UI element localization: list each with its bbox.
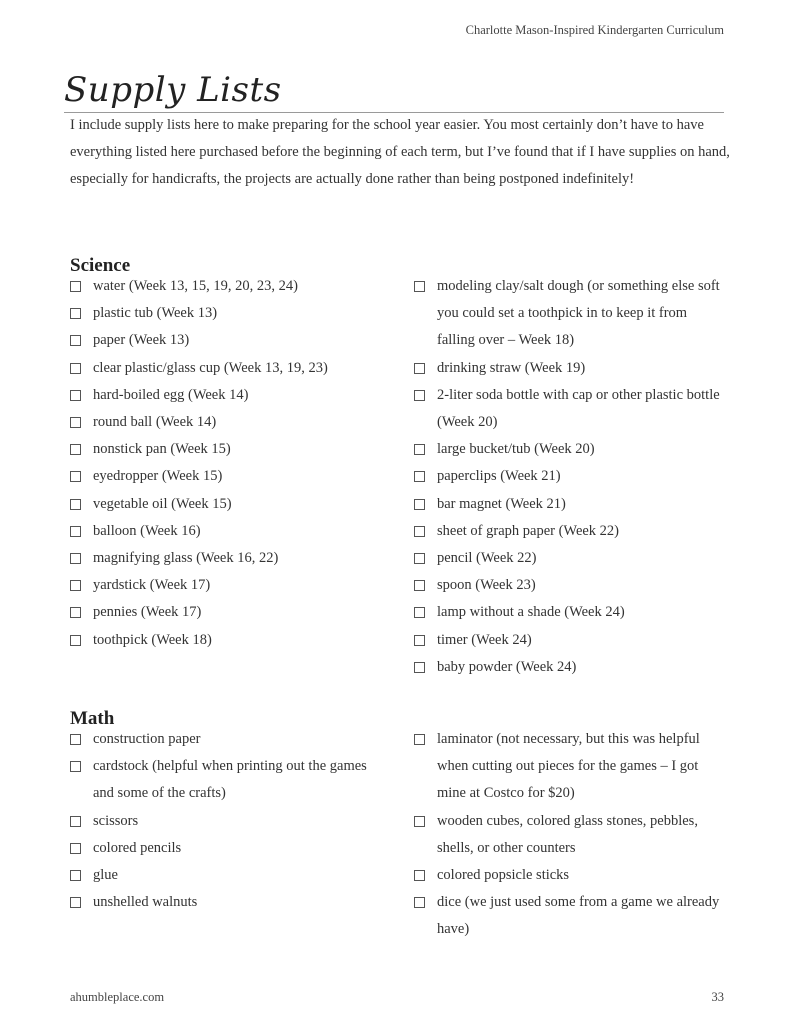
checkbox-icon[interactable]	[414, 444, 425, 455]
page-title: Supply Lists	[64, 70, 282, 110]
supply-item-label: construction paper	[93, 731, 201, 747]
supply-item	[70, 491, 400, 518]
page-number: 33	[711, 990, 724, 1004]
supply-item-label: scissors	[93, 812, 139, 829]
supply-item	[70, 808, 390, 835]
checkbox-icon[interactable]	[414, 635, 425, 646]
checkbox-icon[interactable]	[70, 444, 81, 455]
supply-item-label: unshelled walnuts	[93, 894, 198, 911]
supply-item	[414, 654, 724, 681]
supply-item-label: eyedropper (Week 15)	[93, 468, 223, 485]
supply-item	[70, 835, 390, 862]
checkbox-icon[interactable]	[414, 897, 425, 908]
supply-item	[414, 382, 724, 436]
supply-item	[70, 753, 390, 807]
supply-item-label: toothpick (Week 18)	[93, 631, 212, 648]
checkbox-icon[interactable]	[70, 843, 81, 854]
checkbox-icon[interactable]	[70, 363, 81, 374]
checkbox-icon[interactable]	[414, 281, 425, 292]
supply-item	[414, 726, 724, 808]
supply-item-label: paperclips (Week 21)	[437, 468, 561, 485]
supply-item-label: lamp without a shade (Week 24)	[437, 604, 625, 621]
checkbox-icon[interactable]	[70, 499, 81, 510]
checkbox-icon[interactable]	[70, 390, 81, 401]
science-list-right	[414, 273, 724, 681]
supply-item	[70, 436, 400, 463]
supply-item	[70, 273, 400, 300]
supply-item	[414, 545, 724, 572]
checkbox-icon[interactable]	[70, 308, 81, 319]
checkbox-icon[interactable]	[70, 471, 81, 482]
supply-item	[70, 518, 400, 545]
math-list-right	[414, 726, 724, 944]
supply-item-label: yardstick (Week 17)	[93, 577, 211, 594]
supply-item	[70, 889, 390, 916]
checkbox-icon[interactable]	[70, 281, 81, 292]
supply-item-label: colored popsicle sticks	[437, 867, 570, 884]
intro-paragraph: I include supply lists here to make preparing for the school year easier. You most certainly don’t have to have everything listed here purchased before the beginning of each term, but I’ve found that if I have supplies on hand, especially for handicrafts, the projects are actually done rather than being postponed indefinitely!	[70, 117, 730, 188]
supply-item	[414, 627, 724, 654]
supply-item-label: bar magnet (Week 21)	[437, 495, 566, 512]
supply-item-label: vegetable oil (Week 15)	[93, 495, 232, 512]
supply-item-label: clear plastic/glass cup (Week 13, 19, 23)	[93, 359, 328, 376]
checkbox-icon[interactable]	[414, 734, 425, 745]
supply-item	[70, 382, 400, 409]
science-heading: Science	[70, 255, 131, 276]
supply-item	[414, 463, 724, 490]
supply-item-label: magnifying glass (Week 16, 22)	[93, 550, 279, 567]
supply-item	[70, 545, 400, 572]
checkbox-icon[interactable]	[70, 761, 81, 772]
checkbox-icon[interactable]	[70, 816, 81, 827]
checkbox-icon[interactable]	[414, 553, 425, 564]
supply-item-label: plastic tub (Week 13)	[93, 305, 218, 322]
supply-item	[414, 355, 724, 382]
supply-item	[70, 599, 400, 626]
supply-item-label: wooden cubes, colored glass stones, pebbles, shells, or other counters	[437, 812, 698, 856]
supply-item-label: water (Week 13, 15, 19, 20, 23, 24)	[93, 278, 299, 294]
checkbox-icon[interactable]	[70, 734, 81, 745]
supply-item	[414, 862, 724, 889]
supply-item-label: 2-liter soda bottle with cap or other plastic bottle (Week 20)	[437, 386, 720, 431]
supply-item-label: nonstick pan (Week 15)	[93, 441, 231, 458]
supply-item	[414, 599, 724, 626]
math-heading: Math	[70, 708, 115, 729]
science-list-left	[70, 273, 400, 654]
supply-item	[70, 627, 400, 654]
supply-item	[414, 436, 724, 463]
checkbox-icon[interactable]	[70, 553, 81, 564]
supply-item-label: cardstock (helpful when printing out the games and some of the crafts)	[93, 758, 367, 802]
checkbox-icon[interactable]	[70, 335, 81, 346]
supply-item	[414, 491, 724, 518]
checkbox-icon[interactable]	[70, 870, 81, 881]
supply-item-label: hard-boiled egg (Week 14)	[93, 386, 249, 403]
checkbox-icon[interactable]	[414, 662, 425, 673]
checkbox-icon[interactable]	[414, 580, 425, 591]
footer-site: ahumbleplace.com	[70, 990, 165, 1004]
checkbox-icon[interactable]	[414, 390, 425, 401]
checkbox-icon[interactable]	[414, 471, 425, 482]
checkbox-icon[interactable]	[414, 870, 425, 881]
checkbox-icon[interactable]	[414, 607, 425, 618]
title-block	[64, 70, 724, 118]
supply-item-label: pencil (Week 22)	[437, 550, 537, 567]
checkbox-icon[interactable]	[70, 417, 81, 428]
supply-item	[70, 862, 390, 889]
supply-item	[414, 808, 724, 862]
supply-item	[414, 273, 724, 355]
math-list-left	[70, 726, 390, 916]
supply-item-label: laminator (not necessary, but this was helpful when cutting out pieces for the games – I got mine at Costco for $20)	[437, 731, 700, 802]
supply-item	[414, 572, 724, 599]
checkbox-icon[interactable]	[70, 607, 81, 618]
checkbox-icon[interactable]	[70, 526, 81, 537]
supply-item-label: dice (we just used some from a game we already have)	[437, 894, 720, 938]
supply-item-label: paper (Week 13)	[93, 332, 190, 349]
supply-item-label: round ball (Week 14)	[93, 414, 217, 431]
supply-item	[414, 889, 724, 943]
supply-item-label: drinking straw (Week 19)	[437, 359, 586, 376]
checkbox-icon[interactable]	[414, 526, 425, 537]
running-header: Charlotte Mason-Inspired Kindergarten Curriculum	[465, 23, 724, 37]
supply-item	[70, 327, 400, 354]
supply-item-label: large bucket/tub (Week 20)	[437, 441, 595, 458]
supply-item-label: baby powder (Week 24)	[437, 658, 577, 675]
checkbox-icon[interactable]	[70, 897, 81, 908]
supply-item-label: sheet of graph paper (Week 22)	[437, 522, 620, 539]
supply-item	[70, 409, 400, 436]
checkbox-icon[interactable]	[70, 635, 81, 646]
checkbox-icon[interactable]	[70, 580, 81, 591]
supply-item-label: balloon (Week 16)	[93, 522, 201, 539]
supply-item-label: modeling clay/salt dough (or something else soft you could set a toothpick in to keep it from falling over – Week 18)	[437, 278, 720, 349]
supply-item-label: spoon (Week 23)	[437, 577, 536, 594]
checkbox-icon[interactable]	[414, 816, 425, 827]
supply-item-label: colored pencils	[93, 839, 182, 856]
supply-item	[414, 518, 724, 545]
supply-item	[70, 726, 390, 753]
supply-item-label: pennies (Week 17)	[93, 604, 202, 621]
checkbox-icon[interactable]	[414, 499, 425, 510]
supply-item	[70, 463, 400, 490]
supply-item	[70, 355, 400, 382]
supply-item-label: timer (Week 24)	[437, 631, 532, 648]
supply-item	[70, 300, 400, 327]
supply-item	[70, 572, 400, 599]
supply-item-label: glue	[93, 867, 118, 884]
checkbox-icon[interactable]	[414, 363, 425, 374]
